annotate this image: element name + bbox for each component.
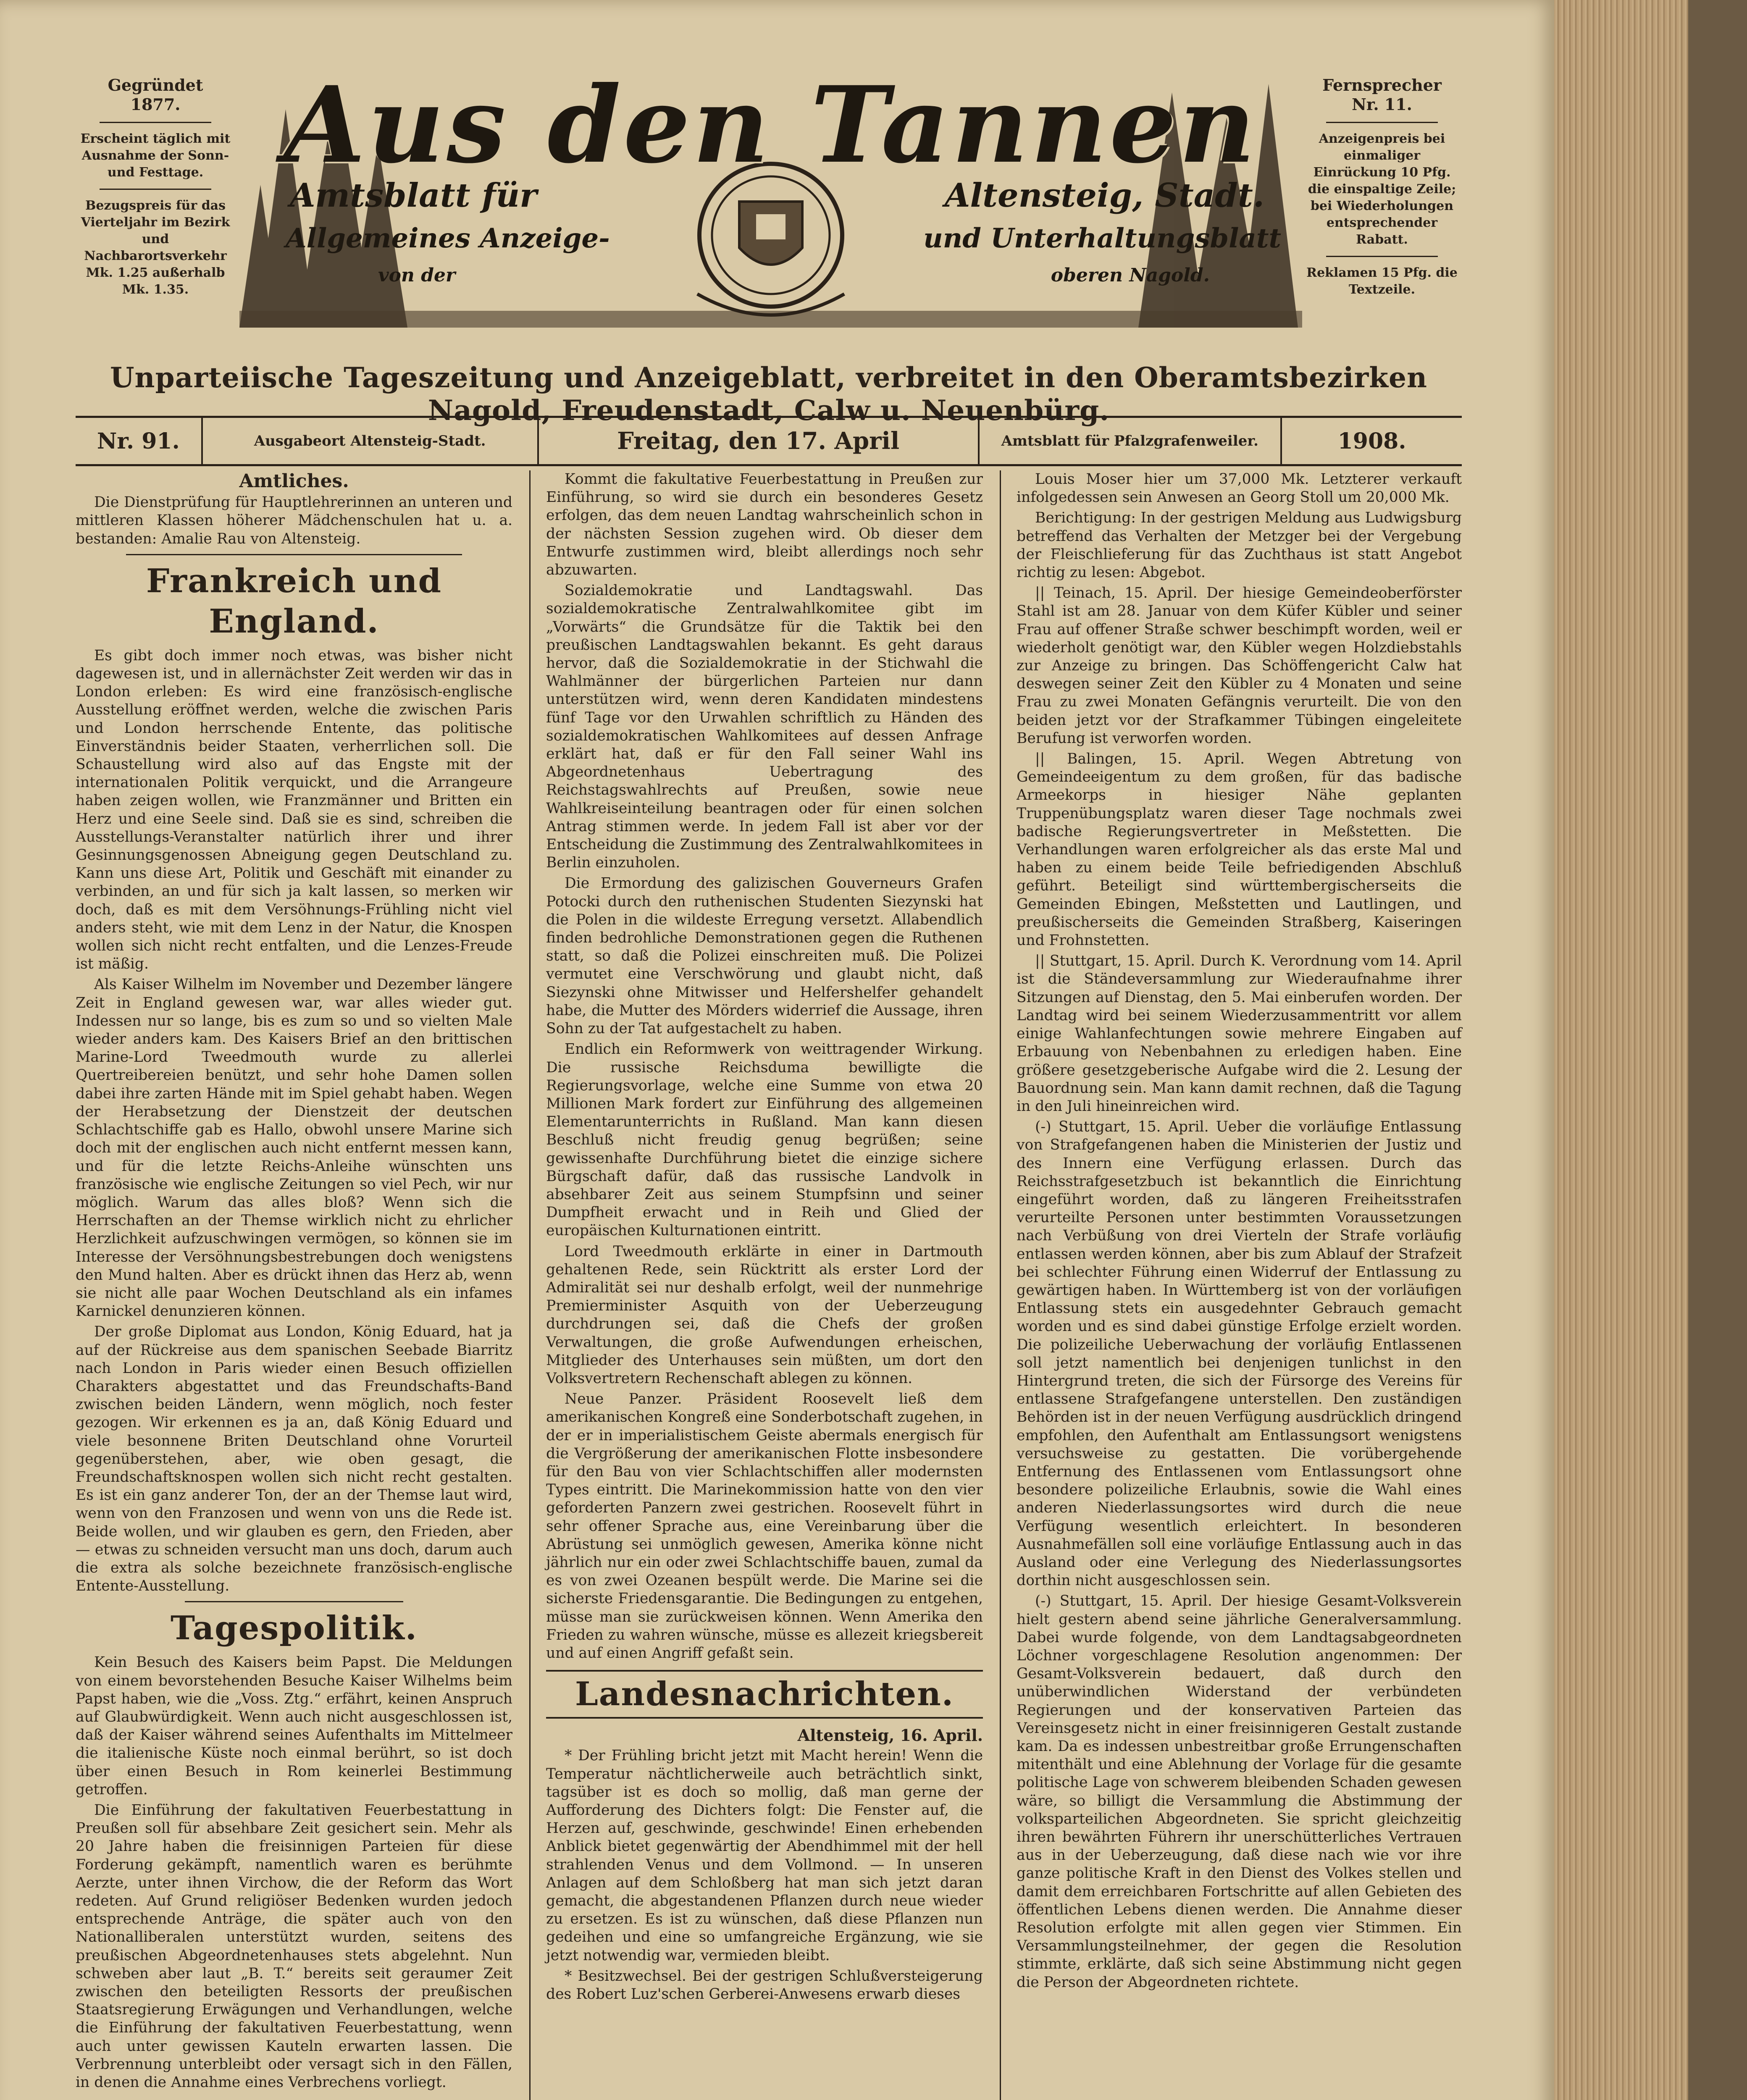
masthead-sub-right-2: und Unterhaltungsblatt <box>923 223 1281 254</box>
column-2 <box>546 470 983 2100</box>
issue-year: 1908. <box>1337 428 1406 454</box>
issue-info-bar <box>76 416 1462 466</box>
article-paragraph: || Stuttgart, 15. April. Durch K. Verordnung vom 14. April ist die Ständeversammlung zur Wiederaufnahme ihrer Sitzungen auf Dienstag, den 5. Mai einberufen worden. Der Landtag wird bei seinem Wiederzusammentritt vor allem einige Wahlanfechtungen sowie mehrere Eingaben auf Erbauung von Nebenbahnen zu erledigen haben. Eine größere gesetzgeberische Aufgabe wird die 2. Lesung der Bauordnung sein. Man kann damit rechnen, daß die Tagung in den Juli hineinreichen wird. <box>1017 953 1462 1115</box>
publication-schedule: Erscheint täglich mit Ausnahme der Sonn- und Festtage. <box>80 131 231 180</box>
article-paragraph: Die Dienstprüfung für Hauptlehrerinnen an unteren und mittleren Klassen höherer Mädchenschulen hat u. a. bestanden: Amalie Rau von Altensteig. <box>76 494 512 547</box>
issue-number: Nr. 91. <box>76 418 203 464</box>
founded-year: 1877. <box>130 95 181 114</box>
article-paragraph: Die Ermordung des galizischen Gouverneurs Grafen Potocki durch den ruthenischen Studenten Siezynski hat die Polen in die wildeste Erregung versetzt. Allabendlich finden bedrohliche Demonstrationen gegen die Ruthenen statt, so daß die Polizei einschreiten muß. Die Polizei vermutet eine Verschwörung und glaubt nicht, daß Siezynski ohne Mitwisser und Helfershelfer gehandelt habe, die Mutter des Mörders widerrief die Aussage, ihren Sohn zu der Tat aufgestachelt zu haben. <box>546 875 983 1037</box>
title-banner <box>239 59 1302 336</box>
dateline: Altensteig, 16. April. <box>797 1726 983 1745</box>
masthead-right-info <box>1302 76 1462 298</box>
article-paragraph: || Teinach, 15. April. Der hiesige Gemeindeoberförster Stahl ist am 28. Januar von dem Küfer Kübler und seiner Frau auf offener Straße schwer beschimpft worden, weil er wiederholt genötigt war, den Kübler wegen Holzdiebstahls zur Anzeige zu bringen. Das Schöffengericht Calw hat deswegen seiner Zeit den Kübler zu 4 Monaten und seine Frau zu zwei Monaten Gefängnis verurteilt. Die von den beiden jetzt vor der Strafkammer Tübingen eingeleitete Berufung ist verworfen worden. <box>1017 585 1462 747</box>
headline-landesnachrichten: Landesnachrichten. <box>575 1675 954 1714</box>
masthead-sub-right-3: oberen Nagold. <box>1051 265 1210 286</box>
article-paragraph: Es gibt doch immer noch etwas, was bisher nicht dagewesen ist, und in allernächster Zeit werden wir das in London erleben: Es wird eine französisch-englische Ausstellung eröffnet werden, welche die zwischen Paris und London herrschende Entente, das politische Einverständnis beider Staaten, verherrlichen soll. Die Schaustellung wird also auf das Engste mit der internationalen Politik verquickt, und die Arrangeure haben zeigen wollen, wie Franzmänner und Britten ein Herz und eine Seele sind. Daß sie es sind, schreiben die Ausstellungs-Veranstalter natürlich ihrer und ihrer Gesinnungsgenossen Abneigung gegen Deutschland zu. Kann uns diese Art, Politik und Geschäft mit einander zu verbinden, an und für sich ja kalt lassen, so merken wir doch, daß es mit dem Versöhnungs-Frühling nicht viel anders steht, wie mit dem Lenz in der Natur, die Knospen wollen sich nicht recht entfalten, und die Lenzes-Freude ist mäßig. <box>76 647 512 973</box>
masthead <box>76 59 1462 336</box>
article-paragraph: Kommt die fakultative Feuerbestattung in Preußen zur Einführung, so wird sie durch ein besonderes Gesetz erfolgen, das dem neuen Landtag wahrscheinlich schon in der nächsten Session zugehen wird. Ob dieser dem Entwurfe zustimmen wird, bleibt allerdings noch sehr abzuwarten. <box>546 471 983 579</box>
article-paragraph: Kein Besuch des Kaisers beim Papst. Die Meldungen von einem bevorstehenden Besuche Kaiser Wilhelms beim Papst haben, wie die „Voss. Ztg.“ erfährt, keinen Anspruch auf Glaubwürdigkeit. Wenn auch nicht ausgeschlossen ist, daß der Kaiser während seines Aufenthalts im Mittelmeer die italienische Küste noch einmal berührt, so ist doch über einen Besuch in Rom keinerlei Bestimmung getroffen. <box>76 1654 512 1798</box>
article-paragraph: Lord Tweedmouth erklärte in einer in Dartmouth gehaltenen Rede, sein Rücktritt als erster Lord der Admiralität sei nur deshalb erfolgt, weil der nunmehrige Premierminister Asquith von der Ueberzeugung durchdrungen sei, daß die Chefs der großen Verwaltungen, die große Aufwendungen erheischen, Mitglieder des Unterhauses sein müßten, um dort den Volksvertretern Rechenschaft ablegen zu können. <box>546 1243 983 1387</box>
phone-label: Fernsprecher <box>1322 76 1442 94</box>
headline-tagespolitik: Tagespolitik. <box>171 1609 418 1648</box>
section-head-amtliches: Amtliches. <box>239 470 349 492</box>
article-paragraph: * Der Frühling bricht jetzt mit Macht herein! Wenn die Temperatur nächtlicherweile auch beträchtlich sinkt, tagsüber ist es doch so mollig, daß man gerne der Aufforderung des Dichters folgt: Die Fenster auf, die Herzen auf, geschwinde, geschwinde! Einen erhebenden Anblick bietet gegenwärtig der Abendhimmel mit der hell strahlenden Venus und dem Vollmond. — In unseren Anlagen auf dem Schloßberg hat man sich jetzt daran gemacht, die abgestandenen Pflanzen durch neue wieder zu ersetzen. Es ist zu wünschen, daß diese Pflanzen nun gedeihen und eine so umfangreiche Ergänzung, wie sie jetzt notwendig war, vermieden bleibt. <box>546 1747 983 1964</box>
founded-label: Gegründet <box>108 76 203 94</box>
article-paragraph: Berichtigung: In der gestrigen Meldung aus Ludwigsburg betreffend das Verhalten der Metzger bei der Vergebung der Fleischlieferung für das Zuchthaus ist statt Angebot richtig zu lesen: Abgebot. <box>1017 509 1462 581</box>
paper-subtitle: Unparteiische Tageszeitung und Anzeigeblatt, verbreitet in den Oberamtsbezirken Nagold, Freudenstadt, Calw u. Neuenbürg. <box>110 361 1427 427</box>
subscription-price: Bezugspreis für das Vierteljahr im Bezirk und Nachbarortsverkehr Mk. 1.25 außerhalb Mk. 1.35. <box>81 198 230 297</box>
headline-frankreich-england: Frankreich und England. <box>146 562 442 640</box>
article-paragraph: Der große Diplomat aus London, König Eduard, hat ja auf der Rückreise aus dem spanischen Seebade Biarritz nach London in Paris wieder einen Besuch offiziellen Charakters abgestattet und das Freundschafts-Band zwischen beiden Ländern, wenn möglich, noch fester gezogen. Wir erkennen es ja an, daß König Eduard und viele besonnene Briten Deutschland ohne Vorurteil gegenüberstehen, aber, wie oben gesagt, die Freundschaftsknospen wollen sich nicht recht gestalten. Es ist ein ganz anderer Ton, der an der Themse laut wird, wenn von den Franzosen und wenn von uns die Rede ist. Beide wollen, und wir glauben es gern, den Frieden, aber — etwas zu schneiden versucht man uns doch, darum auch die extra als solche bezeichnete französisch-englische Entente-Ausstellung. <box>76 1323 512 1595</box>
masthead-sub-left-1: Amtsblatt für <box>290 176 537 215</box>
article-paragraph: Als Kaiser Wilhelm im November und Dezember längere Zeit in England gewesen war, war alles wieder gut. Indessen nur so lange, bis es zum so und so vielten Male wieder anders kam. Des Kaisers Brief an den brittischen Marine-Lord Tweedmouth wurde zu allerlei Quertreibereien benützt, und sehr hohe Damen sollen dabei ihre zarten Hände mit im Spiel gehabt haben. Wegen der Herabsetzung der Dienstzeit der deutschen Schlachtschiffe gab es Hallo, obwohl unsere Marine sich doch mit der englischen auch nicht entfernt messen kann, und für die letzte Reichs-Anleihe wünschten uns französische wie englische Zeitungen so viel Pech, wir nur möglich. Warum das alles bloß? Wenn sich die Herrschaften an der Themse wirklich nicht zu ehrlicher Herzlichkeit aufzuschwingen vermögen, so können sie im Interesse der Versöhnungsbestrebungen doch wenigstens den Mund halten. Aber es drückt ihnen das Herz ab, wenn sie nicht alle paar Wochen Deutschland als ein infames Karnickel denunzieren können. <box>76 976 512 1320</box>
issue-place: Ausgabeort Altensteig-Stadt. <box>203 418 539 464</box>
column-3 <box>1017 470 1462 2100</box>
article-paragraph: (-) Stuttgart, 15. April. Der hiesige Gesamt-Volksverein hielt gestern abend seine jährliche Generalversammlung. Dabei wurde folgende, von dem Landtagsabgeordneten Löchner vorgeschlagene Resolution angenommen: Der Gesamt-Volksverein bedauert, daß durch den unüberwindlichen Widerstand der verbündeten Regierungen und der konservativen Parteien das Vereinsgesetz nicht in einer freisinnigeren Gestalt zustande kam. Da es indessen unbestreitbar große Errungenschaften mitenthält und eine Ablehnung der Vorlage für die gesamte politische Lage von schwerem bleibenden Schaden gewesen wäre, so billigt die Versammlung die Abstimmung der volksparteilichen Abgeordneten. Sie spricht gleichzeitig ihren bewährten Führern ihr unerschütterliches Vertrauen aus in der Ueberzeugung, daß diese nach wie vor ihre ganze politische Kraft in den Dienst des Volkes stellen und damit dem erreichbaren Fortschritte auf allen Gebieten des öffentlichen Lebens dienen werden. Die Annahme dieser Resolution erfolgte mit allen gegen vier Stimmen. Ein Versammlungsteilnehmer, der gegen die Resolution stimmte, erklärte, daß sich seine Abstimmung nicht gegen die Person der Abgeordneten richtete. <box>1017 1593 1462 1991</box>
advertising-price: Anzeigenpreis bei einmaliger Einrückung 10 Pfg. die einspaltige Zeile; bei Wiederholungen entsprechender Rabatt. <box>1308 131 1456 247</box>
masthead-sub-left-2: Allgemeines Anzeige- <box>286 223 610 254</box>
advert-price-reclame: Reklamen 15 Pfg. die Textzeile. <box>1306 265 1458 297</box>
article-paragraph: Sozialdemokratie und Landtagswahl. Das sozialdemokratische Zentralwahlkomitee gibt im „Vorwärts“ die Grundsätze für die Taktik bei den preußischen Landtagswahlen bekannt. Es geht daraus hervor, daß die Sozialdemokratie in der Stichwahl die Wahlmänner der bürgerlichen Parteien nur dann unterstützen wird, wenn deren Kandidaten mindestens fünf Tage vor den Urwahlen schriftlich zu Händen des sozialdemokratischen Wahlkomitees auf dessen Anfrage erklärt hat, daß er für den Fall seiner Wahl ins Abgeordnetenhaus Uebertragung des Reichstagswahlrechts auf Preußen, sowie neue Wahlkreiseinteilung beantragen oder für einen solchen Antrag stimmen werde. In jedem Fall ist aber vor der Entscheidung die Zustimmung des Zentralwahlkomitees in Berlin einzuholen. <box>546 582 983 872</box>
phone-number: Nr. 11. <box>1352 95 1412 114</box>
article-paragraph: Neue Panzer. Präsident Roosevelt ließ dem amerikanischen Kongreß eine Sonderbotschaft zugehen, in der er in imperialistischem Geiste abermals energisch für die Vergrößerung der amerikanischen Flotte insbesondere für den Bau von vier Schlachtschiffen aller modernsten Types eintritt. Die Marinekommission hatte von den vier geforderten Panzern zwei gestrichen. Roosevelt führt in sehr offener Sprache aus, eine Vereinbarung über die Abrüstung sei unmöglich gewesen, Amerika könne nicht jährlich nur ein oder zwei Schlachtschiffe bauen, zumal da es von zwei Ozeanen bespült werde. Die Marine sei die sicherste Friedensgarantie. Die Bedingungen zu entgehen, müsse man sie zurückweisen können. Wenn Amerika den Frieden zu wahren wünsche, müsse es allezeit kriegsbereit und auf einen Angriff gefaßt sein. <box>546 1391 983 1662</box>
newspaper-title: Aus den Tannen <box>284 63 1258 186</box>
article-paragraph: (-) Stuttgart, 15. April. Ueber die vorläufige Entlassung von Strafgefangenen haben die Ministerien der Justiz und des Innern eine Verfügung erlassen. Durch das Reichsstrafgesetzbuch ist bekanntlich die Einrichtung eingeführt worden, daß zu längeren Freiheitsstrafen verurteilte Personen unter bestimmten Voraussetzungen nach Verbüßung von drei Vierteln der Strafe vorläufig entlassen werden können, aber bis zum Ablauf der Strafzeit bei schlechter Führung einen Widerruf der Entlassung zu gewärtigen haben. In Württemberg ist von der vorläufigen Entlassung stets ein ausgedehnter Gebrauch gemacht worden und es sind dabei günstige Erfolge erzielt worden. Die polizeiliche Ueberwachung der vorläufig Entlassenen soll jetzt namentlich bei denjenigen tunlichst in den Hintergrund treten, die sich der Fürsorge des Vereins für entlassene Strafgefangene unterstellen. Den zuständigen Behörden ist in der neuen Verfügung ausdrücklich dringend empfohlen, den Aufenthalt am Entlassungsort wenigstens versuchsweise zu gestatten. Die vorübergehende Entfernung des Entlassenen vom Entlassungsort ohne besondere polizeiliche Erlaubnis, sowie die Wahl eines anderen Niederlassungsortes wird durch die neue Verfügung wesentlich erleichtert. In besonderen Ausnahmefällen soll eine vorläufige Entlassung auch in das Ausland oder eine Verlegung des Niederlassungsortes dorthin nicht ausgeschlossen sein. <box>1017 1118 1462 1589</box>
issue-official-paper: Amtsblatt für Pfalzgrafenweiler. <box>980 418 1282 464</box>
article-paragraph: || Balingen, 15. April. Wegen Abtretung von Gemeindeeigentum zu dem großen, für das badische Armeekorps in hiesiger Nähe geplanten Truppenübungsplatz waren dieser Tage nochmals zwei badische Regierungsvertreter in Meßstetten. Die Verhandlungen waren erfolgreicher als das erste Mal und haben zu einem beide Teile befriedigenden Abschluß geführt. Beteiligt sind württembergischerseits die Gemeinden Ebingen, Meßstetten und Lautlingen, und preußischerseits die Gemeinden Straßberg, Kaiseringen und Frohnstetten. <box>1017 751 1462 949</box>
column-1 <box>76 470 512 2100</box>
article-columns <box>76 470 1462 2100</box>
column-rule <box>529 470 531 2100</box>
masthead-left-info <box>76 76 235 298</box>
article-paragraph: Louis Moser hier um 37,000 Mk. Letzterer verkauft infolgedessen sein Anwesen an Georg Stoll um 20,000 Mk. <box>1017 471 1462 506</box>
masthead-sub-left-3: von der <box>378 265 456 286</box>
article-paragraph: Die Einführung der fakultativen Feuerbestattung in Preußen soll für absehbare Zeit gesichert sein. Mehr als 20 Jahre haben die freisinnigen Parteien für diese Forderung gekämpft, namentlich waren es berühmte Aerzte, unter ihnen Virchow, die der Reform das Wort redeten. Auf Grund religiöser Bedenken wurden jedoch entsprechende Anträge, die später auch von den Nationalliberalen unterstützt wurden, seitens des preußischen Abgeordnetenhauses stets abgelehnt. Nun schweben aber laut „B. T.“ bereits seit geraumer Zeit zwischen den beteiligten Ressorts der preußischen Staatsregierung Erwägungen und Verhandlungen, welche die Einführung der fakultativen Feuerbestattung, wenn auch unter gewissen Kauteln erwarten lassen. Die Verbrennung unterbleibt oder versagt sich in den Fällen, in denen die Annahme eines Verbrechens vorliegt. <box>76 1802 512 2091</box>
issue-date: Freitag, den 17. April <box>539 418 980 464</box>
masthead-sub-right-1: Altensteig, Stadt. <box>944 176 1264 215</box>
article-paragraph: Endlich ein Reformwerk von weittragender Wirkung. Die russische Reichsduma bewilligte die Regierungsvorlage, welche eine Summe von etwa 20 Millionen Mark fordert zur Einführung des allgemeinen Elementarunterrichts in Rußland. Man kann diesen Beschluß nicht freudig genug begrüßen; seine gewissenhafte Durchführung bietet die einzige sichere Bürgschaft dafür, daß das russische Landvolk in absehbarer Zeit aus seinem Stumpfsinn und seiner Dumpfheit erwacht und in Reih und Glied der europäischen Kulturnationen eintritt. <box>546 1041 983 1239</box>
column-rule <box>1000 470 1001 2100</box>
book-binding-edge <box>1554 0 1747 2100</box>
article-paragraph: * Besitzwechsel. Bei der gestrigen Schlußversteigerung des Robert Luz'schen Gerberei-Anwesens erwarb dieses <box>546 1967 983 2003</box>
